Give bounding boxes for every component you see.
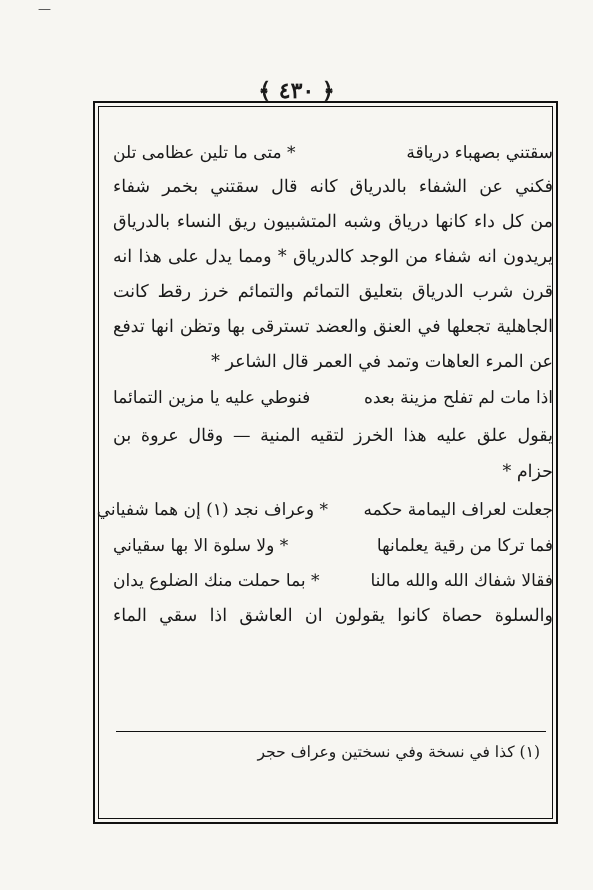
prose-line: فكني عن الشفاء بالدرياق كانه قال سقتني بخمر شفاء: [113, 177, 553, 197]
verse-hemistich-right: اذا مات لم تفلح مزينة بعده: [364, 388, 553, 408]
footnote-divider: [116, 731, 546, 732]
prose-line: من كل داء كانها درياق وشبه المتشبيون ريق النساء بالدرياق: [113, 212, 553, 232]
verse-hemistich-right: فقالا شفاك الله والله مالنا: [370, 571, 553, 591]
prose-line: يريدون انه شفاء من الوجد كالدرياق * ومما يدل على هذا انه: [113, 247, 553, 267]
prose-line: الجاهلية تجعلها في العنق والعضد تسترقى بها وتظن انها تدفع: [113, 317, 553, 337]
verse-hemistich-right: فما تركا من رقية يعلمانها: [376, 536, 553, 556]
verse-hemistich-left: * متى ما تلين عظامى تلن: [113, 143, 296, 163]
verse-hemistich-left: فنوطي عليه يا مزين التمائما: [113, 388, 311, 408]
prose-line: يقول علق عليه هذا الخرز لتقيه المنية — وقال عروة بن: [113, 426, 553, 446]
verse-hemistich-right: سقتني بصهباء درياقة: [406, 143, 553, 163]
footnote: (١) كذا في نسخة وفي نسختين وعراف حجر: [257, 743, 540, 761]
verse-hemistich-right: جعلت لعراف اليمامة حكمه: [363, 500, 553, 520]
prose-line: والسلوة حصاة كانوا يقولون ان العاشق اذا سقي الماء: [113, 606, 553, 626]
prose-line: حزام *: [502, 462, 553, 482]
verse-line: [96, 493, 553, 527]
corner-mark: —: [38, 2, 51, 17]
verse-line: [113, 564, 553, 598]
prose-line: قرن شرب الدرياق بتعليق التمائم والتمائم خرز رقط كانت: [113, 282, 553, 302]
page-number: ﴿ ٤٣٠ ﴾: [258, 78, 335, 104]
verse-hemistich-left: * ولا سلوة الا بها سقياني: [113, 536, 289, 556]
body-text: [96, 136, 553, 726]
verse-hemistich-left: * وعراف نجد (١) إن هما شفياني: [96, 500, 328, 520]
verse-line: [113, 381, 553, 415]
verse-hemistich-left: * بما حملت منك الضلوع يدان: [113, 571, 320, 591]
prose-line: عن المرء العاهات وتمد في العمر قال الشاعر *: [211, 352, 553, 372]
verse-line: [113, 136, 553, 170]
verse-line: [113, 529, 553, 563]
